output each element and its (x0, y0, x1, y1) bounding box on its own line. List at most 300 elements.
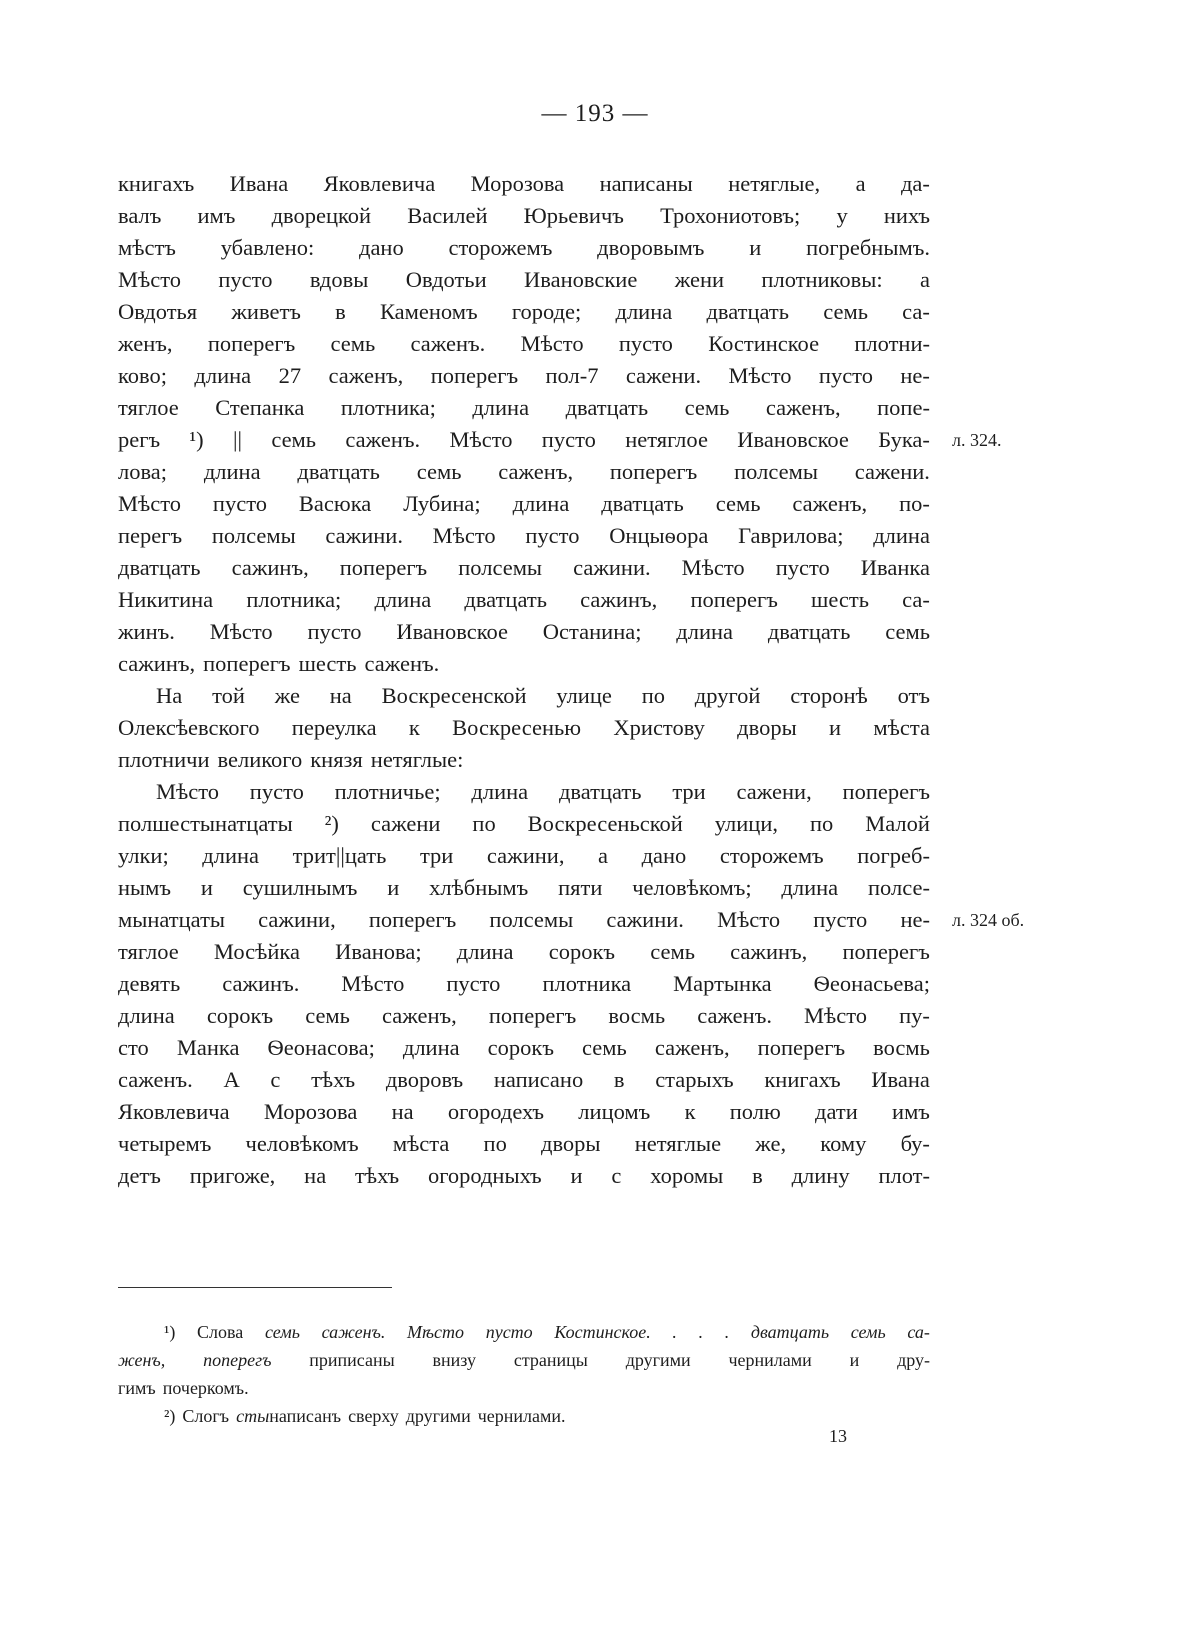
text-line (118, 968, 930, 1000)
text-line (118, 936, 930, 968)
word: ²) (324, 811, 339, 836)
text-line (118, 1032, 930, 1064)
word: сажени. (854, 459, 930, 484)
word: саженъ, (654, 1035, 730, 1060)
word: длина (374, 587, 432, 612)
word: Мѣсто (432, 523, 496, 548)
footnote-italic-word: дватцать (750, 1322, 830, 1342)
word: великого (217, 747, 303, 772)
word: сажени (370, 811, 441, 836)
word: Онцыѳора (609, 523, 709, 548)
word: нетяглые (634, 1131, 722, 1156)
word: живетъ (231, 299, 301, 324)
word: Малой (865, 811, 930, 836)
word: дворовымъ (597, 235, 705, 260)
word: Трохониотовъ; (660, 203, 801, 228)
word: жинъ. (118, 619, 175, 644)
word: семь (823, 299, 868, 324)
word: поперегъ (430, 363, 519, 388)
word: плотничи (118, 747, 210, 772)
word: девять (118, 971, 181, 996)
word: плотничье; (334, 779, 441, 804)
footnote-italic-word: поперегъ (203, 1350, 272, 1370)
word: пусто (212, 491, 267, 516)
word: сорокъ (548, 939, 616, 964)
word: же (274, 683, 300, 708)
word: мынатцаты (118, 907, 226, 932)
word: саженъ. (410, 331, 486, 356)
word: саженъ, (328, 363, 404, 388)
word: Ѳеонасова; (267, 1035, 375, 1060)
word: семь (330, 331, 376, 356)
word: по (483, 1131, 507, 1156)
word: сушилнымъ (242, 875, 358, 900)
text-line (118, 584, 930, 616)
word: дворовъ (385, 1067, 464, 1092)
word: поперегъ (488, 1003, 577, 1028)
word: тѣхъ (355, 1163, 400, 1188)
word: сажини, (258, 907, 336, 932)
footnote-line (118, 1402, 930, 1430)
text-line (118, 808, 930, 840)
word: написано (493, 1067, 584, 1092)
word: пу- (899, 1003, 930, 1028)
word: саженъ, (792, 491, 868, 516)
word: Яковлевича (323, 171, 436, 196)
word: саженъ. (364, 651, 440, 676)
word: Мѣсто (717, 907, 781, 932)
word: же, (755, 1131, 787, 1156)
text-line (118, 264, 930, 296)
word: Воскресенской (381, 683, 527, 708)
word: Мосѣйка (213, 939, 300, 964)
word: поперегъ (690, 587, 778, 612)
word: сажини. (606, 907, 684, 932)
word: четыремъ (118, 1131, 212, 1156)
footnote-italic-word: Костинское. (554, 1322, 651, 1342)
footnote-italic-word: сты (236, 1406, 270, 1426)
word: длина (203, 459, 261, 484)
word: полсемы (734, 459, 818, 484)
word: сто (118, 1035, 149, 1060)
word: мѣста (873, 715, 930, 740)
word: са- (902, 299, 930, 324)
word: плотника; (246, 587, 342, 612)
word: сажинъ, (118, 651, 196, 676)
word: восмь (608, 1003, 666, 1028)
word: дватцать (297, 459, 380, 484)
word: валъ (118, 203, 162, 228)
word: саженъ. (345, 427, 421, 452)
word: нымъ (118, 875, 172, 900)
body-text (118, 168, 930, 1192)
word: человѣкомъ; (632, 875, 752, 900)
text-line (118, 424, 930, 456)
word: поперегъ (339, 555, 428, 580)
footnote-word: ²) (164, 1406, 176, 1426)
footnote-italic-word: женъ, (118, 1350, 166, 1370)
word: Бука- (878, 427, 930, 452)
footnote-line (118, 1346, 930, 1374)
word: трит||цать (292, 843, 387, 868)
word: ¹) (189, 427, 204, 452)
word: пригоже, (189, 1163, 276, 1188)
word: длина (194, 363, 252, 388)
word: плотника (542, 971, 632, 996)
word: са- (902, 587, 930, 612)
footnote-word: сверху (348, 1406, 399, 1426)
word: дворецкой (271, 203, 372, 228)
word: мѣстъ (118, 235, 176, 260)
word: длина (873, 523, 930, 548)
word: пусто (818, 363, 873, 388)
text-line (118, 488, 930, 520)
word: Иванова; (335, 939, 422, 964)
word: и (749, 235, 762, 260)
word: семь (650, 939, 695, 964)
word: огородехъ (447, 1099, 545, 1124)
word: нетяглые, (728, 171, 821, 196)
word: Иванка (860, 555, 930, 580)
footnote-word: почеркомъ. (162, 1378, 249, 1398)
word: полсемы (458, 555, 543, 580)
footnote-italic-word: семь (264, 1322, 300, 1342)
word: дватцать (464, 587, 547, 612)
footnote-word: и (849, 1350, 860, 1370)
word: сажини, (486, 843, 565, 868)
word: дватцать (558, 779, 642, 804)
word: дватцать (601, 491, 684, 516)
text-line (118, 1000, 930, 1032)
word: плотниковы: (761, 267, 883, 292)
text-line (118, 200, 930, 232)
word: Ивана (229, 171, 289, 196)
word: огородныхъ (427, 1163, 542, 1188)
word: Степанка (215, 395, 305, 420)
text-line (118, 296, 930, 328)
word: Христову (613, 715, 705, 740)
word: саженъ, (765, 395, 841, 420)
word: поперегъ (207, 331, 296, 356)
footnote-word: внизу (432, 1350, 477, 1370)
word: в (613, 1067, 625, 1092)
word: по (472, 811, 496, 836)
word: сторожемъ (719, 843, 824, 868)
text-line (118, 1160, 930, 1192)
word: Костинское (708, 331, 820, 356)
word: поперегъ (203, 651, 291, 676)
word: той (212, 683, 245, 708)
page-header: — 193 — (541, 100, 649, 127)
text-line (118, 872, 930, 904)
word: Ивановское (396, 619, 508, 644)
word: старыхъ (655, 1067, 734, 1092)
word: длина (472, 395, 530, 420)
footnote-word: страницы (513, 1350, 588, 1370)
footnote-italic-word: са- (907, 1322, 930, 1342)
text-line (118, 552, 930, 584)
word: и (200, 875, 213, 900)
word: Манка (176, 1035, 240, 1060)
word: и (570, 1163, 583, 1188)
word: семь (271, 427, 317, 452)
text-line (118, 904, 930, 936)
word: сажинъ, (730, 939, 808, 964)
text-line (118, 744, 930, 776)
word: пусто (775, 555, 830, 580)
word: на (391, 1099, 414, 1124)
word: Останина; (542, 619, 642, 644)
word: улице (556, 683, 612, 708)
word: у (836, 203, 848, 228)
word: длина (118, 1003, 175, 1028)
word: нихъ (883, 203, 930, 228)
word: семь (885, 619, 930, 644)
word: Ивановские (524, 267, 638, 292)
word: жени (674, 267, 725, 292)
word: семь (305, 1003, 350, 1028)
word: тяглое (118, 395, 179, 420)
word: тѣхъ (311, 1067, 356, 1092)
word: Воскресенью (452, 715, 582, 740)
footnote-italic-word: Мѣсто (407, 1322, 465, 1342)
word: плот- (878, 1163, 930, 1188)
word: к (684, 1099, 696, 1124)
word: поперегъ (842, 939, 930, 964)
word: длину (791, 1163, 850, 1188)
word: Лубина; (403, 491, 481, 516)
text-line (118, 232, 930, 264)
footnote-divider (118, 1287, 392, 1288)
word: плотни- (854, 331, 930, 356)
word: не- (900, 907, 930, 932)
text-line (118, 840, 930, 872)
word: || (232, 427, 242, 452)
word: семь (684, 395, 730, 420)
word: попе- (877, 395, 930, 420)
word: погребнымъ. (806, 235, 930, 260)
word: пусто (525, 523, 580, 548)
text-line (118, 456, 930, 488)
word: на (329, 683, 352, 708)
footnote-italic-word: пусто (485, 1322, 533, 1342)
word: 27 (278, 363, 302, 388)
word: поперегъ (368, 907, 457, 932)
word: переулка (291, 715, 377, 740)
word: саженъ. (697, 1003, 772, 1028)
word: пусто (249, 779, 304, 804)
word: и (387, 875, 400, 900)
word: книгахъ (118, 171, 195, 196)
word: хоромы (650, 1163, 724, 1188)
word: длина (676, 619, 734, 644)
footnote-word: приписаны (309, 1350, 395, 1370)
footnote-italic-word: . (672, 1322, 677, 1342)
footnote-italic-word: . (724, 1322, 730, 1342)
word: Мѣсто (156, 779, 219, 804)
word: Никитина (118, 587, 214, 612)
footnote-word: ¹) (164, 1322, 176, 1342)
word: восмь (873, 1035, 930, 1060)
word: Ивана (871, 1067, 930, 1092)
footnote-word: дру- (897, 1350, 930, 1370)
word: к (408, 715, 420, 740)
word: в (335, 299, 346, 324)
word: убавлено: (220, 235, 315, 260)
word: длина (471, 779, 529, 804)
word: длина (402, 1035, 460, 1060)
word: книгахъ (764, 1067, 841, 1092)
word: длина (781, 875, 839, 900)
footnote-word: другими (625, 1350, 691, 1370)
word: пусто (618, 331, 673, 356)
word: детъ (118, 1163, 161, 1188)
word: бу- (900, 1131, 930, 1156)
signature-mark: 13 (829, 1426, 847, 1446)
word: вдовы (309, 267, 369, 292)
word: по- (899, 491, 930, 516)
word: по (641, 683, 665, 708)
word: лицомъ (578, 1099, 651, 1124)
word: Ѳеонасьева; (813, 971, 930, 996)
word: три (672, 779, 706, 804)
word: Юрьевичъ (523, 203, 624, 228)
footnote-italic-word: саженъ. (321, 1322, 386, 1342)
word: семь (715, 491, 761, 516)
word: и (829, 715, 842, 740)
footnote-italic-word: . (698, 1322, 704, 1342)
word: написаны (599, 171, 693, 196)
word: нетяглое (625, 427, 708, 452)
word: дати (815, 1099, 858, 1124)
word: длина (512, 491, 570, 516)
word: Мѣсто (681, 555, 745, 580)
word: дватцать (706, 299, 790, 324)
word: имъ (892, 1099, 930, 1124)
word: улки; (118, 843, 169, 868)
word: Каменомъ (379, 299, 478, 324)
word: Мѣсто (209, 619, 273, 644)
text-line (118, 328, 930, 360)
text-line (118, 648, 930, 680)
word: пусто (307, 619, 362, 644)
text-line (118, 520, 930, 552)
word: а (855, 171, 866, 196)
word: князя (310, 747, 363, 772)
word: не- (900, 363, 930, 388)
footnote-word: чернилами. (477, 1406, 566, 1426)
word: нетяглые: (370, 747, 464, 772)
word: пяти (558, 875, 603, 900)
word: полсемы (489, 907, 574, 932)
word: длина (615, 299, 673, 324)
text-line (118, 712, 930, 744)
word: шесть (811, 587, 869, 612)
word: Мѣсто (449, 427, 513, 452)
word: пусто (541, 427, 596, 452)
word: семь (582, 1035, 627, 1060)
word: на (304, 1163, 327, 1188)
footnote-word: другими (405, 1406, 471, 1426)
word: Васюка (298, 491, 372, 516)
word: Мѣсто (118, 491, 181, 516)
word: сажинъ, (231, 555, 309, 580)
footnote-word: Слова (197, 1322, 244, 1342)
word: мѣста (392, 1131, 450, 1156)
word: сторонѣ (790, 683, 868, 708)
word: имъ (197, 203, 236, 228)
word: полшестынатцаты (118, 811, 293, 836)
word: поперегъ (757, 1035, 846, 1060)
word: а (598, 843, 609, 868)
word: а (919, 267, 930, 292)
word: пусто (218, 267, 273, 292)
word: Овдотьи (405, 267, 487, 292)
word: дворы (737, 715, 797, 740)
word: дано (641, 843, 687, 868)
word: Олексѣевского (118, 715, 260, 740)
word: саженъ, (382, 1003, 457, 1028)
text-line (118, 776, 930, 808)
word: регъ (118, 427, 161, 452)
word: Мѣсто (804, 1003, 868, 1028)
word: перегъ (118, 523, 183, 548)
word: с (611, 1163, 622, 1188)
text-line (118, 616, 930, 648)
word: ково; (118, 363, 168, 388)
word: три (419, 843, 454, 868)
word: сорокъ (206, 1003, 274, 1028)
footnotes (118, 1318, 930, 1430)
word: Мартынка (673, 971, 772, 996)
word: Воскресеньской (527, 811, 683, 836)
word: Яковлевича (118, 1099, 230, 1124)
word: поперегъ (609, 459, 698, 484)
footnote-word: гимъ (118, 1378, 156, 1398)
footnote-line (118, 1318, 930, 1346)
word: отъ (897, 683, 930, 708)
word: Василей (407, 203, 488, 228)
word: шесть (298, 651, 357, 676)
word: сорокъ (487, 1035, 554, 1060)
word: с (270, 1067, 281, 1092)
word: женъ, (118, 331, 173, 356)
word: пол-7 (545, 363, 599, 388)
word: сажинъ, (580, 587, 658, 612)
text-line (118, 1128, 930, 1160)
word: дворы (541, 1131, 601, 1156)
margin-note: л. 324 об. (952, 910, 1025, 930)
word: Мѣсто (118, 267, 181, 292)
text-line (118, 392, 930, 424)
word: сторожемъ (448, 235, 553, 260)
word: да- (900, 171, 930, 196)
word: лова; (118, 459, 168, 484)
word: улици, (714, 811, 779, 836)
text-line (118, 680, 930, 712)
word: сажини. (325, 523, 403, 548)
word: На (156, 683, 183, 708)
word: дано (359, 235, 404, 260)
word: человѣкомъ (245, 1131, 359, 1156)
word: полю (729, 1099, 781, 1124)
word: тяглое (118, 939, 179, 964)
word: дватцать (118, 555, 201, 580)
word: кому (820, 1131, 867, 1156)
word: Мѣсто (520, 331, 584, 356)
word: пусто (813, 907, 868, 932)
word: Овдотья (118, 299, 198, 324)
